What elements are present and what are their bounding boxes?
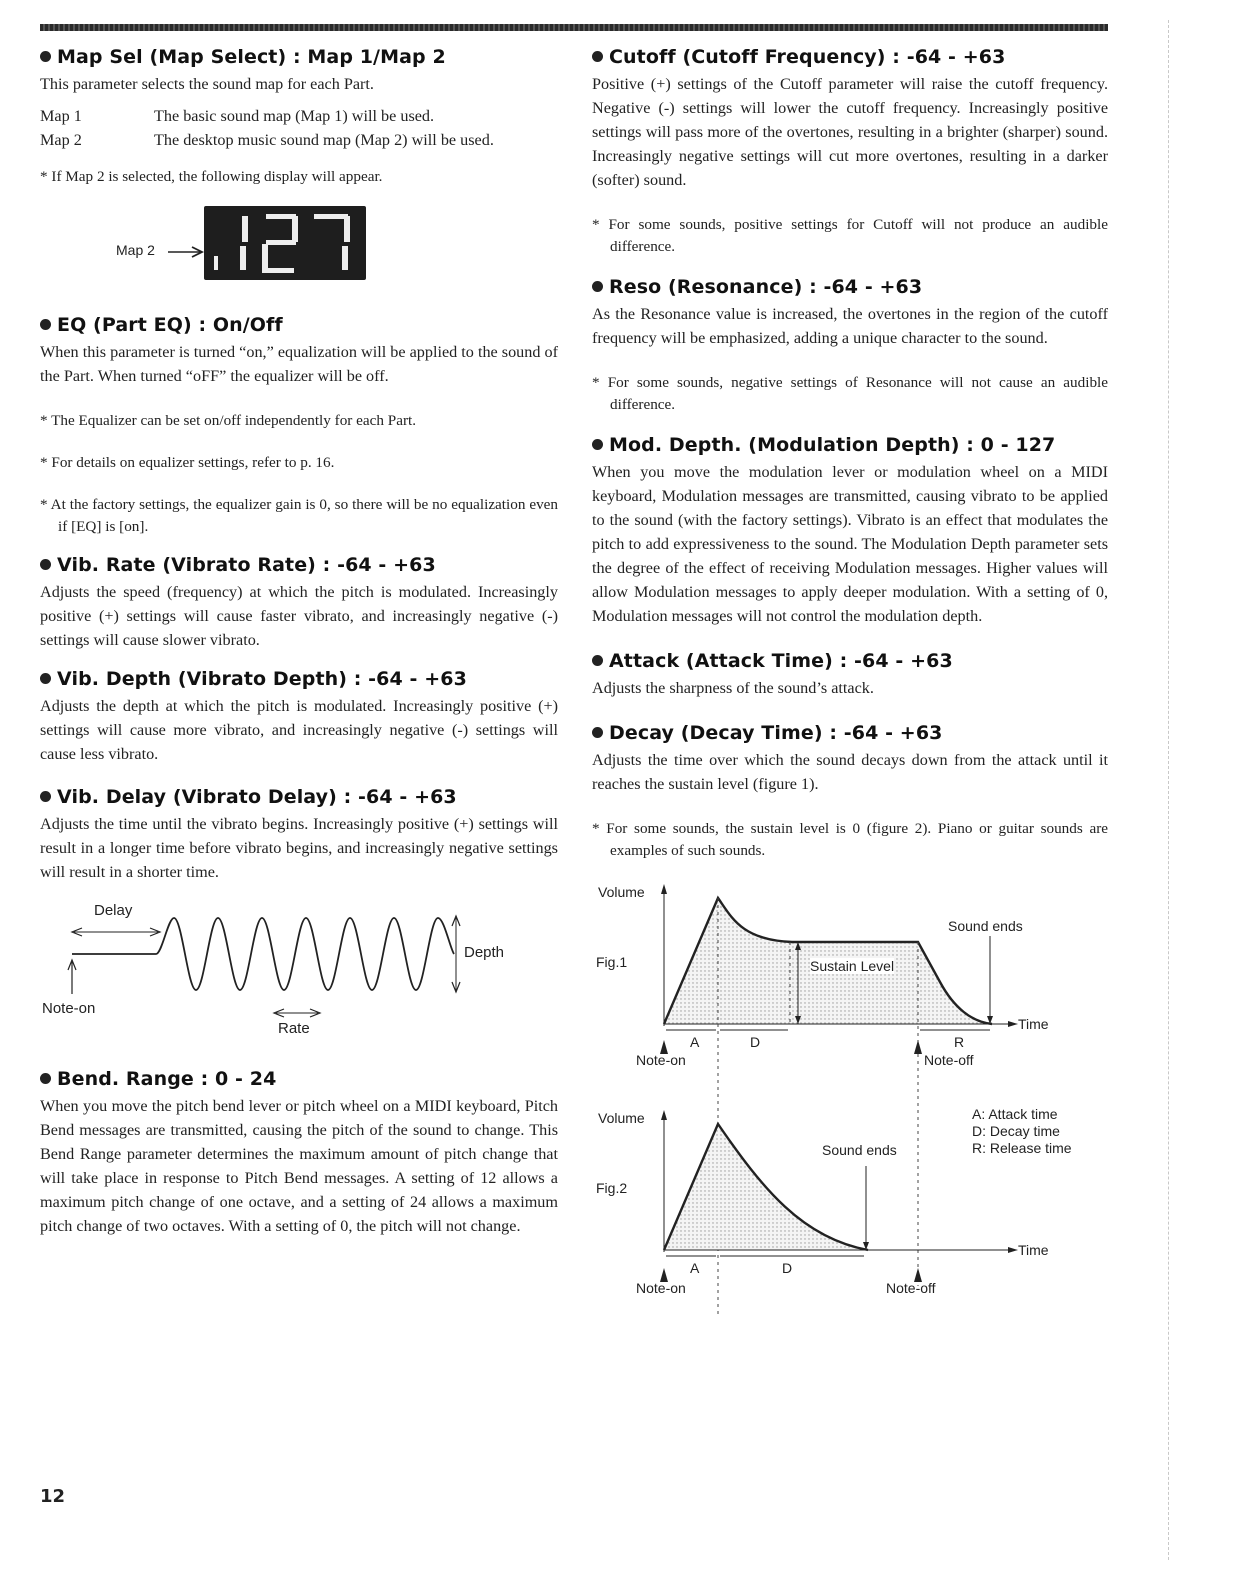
legend — [972, 1106, 1072, 1157]
section-mod-depth — [592, 434, 1108, 628]
bullet-icon — [592, 281, 603, 292]
bullet-icon — [592, 727, 603, 738]
volume-label: Volume — [598, 884, 645, 900]
section-cutoff — [592, 46, 1108, 258]
map-row: Map 2 The desktop music sound map (Map 2) will be used. — [40, 131, 494, 149]
led-display — [204, 206, 366, 280]
a-label: A — [690, 1260, 700, 1276]
right-column — [592, 46, 1108, 1318]
note-on-label: Note-on — [636, 1280, 686, 1296]
margin-guide-line — [1168, 20, 1169, 1560]
bullet-icon — [592, 439, 603, 450]
section-title: Vib. Delay (Vibrato Delay) : -64 - +63 — [40, 786, 558, 808]
section-body: Adjusts the speed (frequency) at which the pitch is modulated. Increasingly positive (+) settings will cause faster vibrato, and increasingly negative (-) settings will cause slower vibrato. — [40, 583, 558, 649]
led-display-figure — [40, 198, 558, 294]
bullet-icon — [40, 1073, 51, 1084]
sustain-level-label: Sustain Level — [810, 958, 895, 974]
sound-ends-label: Sound ends — [822, 1142, 897, 1158]
section-title: Cutoff (Cutoff Frequency) : -64 - +63 — [592, 46, 1108, 68]
section-decay — [592, 722, 1108, 862]
note: * For some sounds, positive settings for Cutoff will not produce an audible difference. — [592, 216, 1108, 255]
section-eq — [40, 314, 558, 538]
display-label: Map 2 — [116, 242, 155, 258]
section-body: As the Resonance value is increased, the overtones in the region of the cutoff frequency will be emphasized, adding a unique character to the sound. — [592, 305, 1108, 347]
section-title: Decay (Decay Time) : -64 - +63 — [592, 722, 1108, 744]
note-off-label: Note-off — [924, 1052, 974, 1068]
sound-ends-label: Sound ends — [948, 918, 1023, 934]
section-body: Adjusts the sharpness of the sound’s attack. — [592, 679, 874, 697]
section-title: Vib. Rate (Vibrato Rate) : -64 - +63 — [40, 554, 558, 576]
section-title: Vib. Depth (Vibrato Depth) : -64 - +63 — [40, 668, 558, 690]
led-segments — [204, 206, 366, 280]
bullet-icon — [592, 51, 603, 62]
note: * For some sounds, negative settings of Resonance will not cause an audible difference. — [592, 374, 1108, 413]
top-rule — [40, 24, 1108, 31]
note: * The Equalizer can be set on/off independently for each Part. — [40, 412, 417, 429]
section-title: Map Sel (Map Select) : Map 1/Map 2 — [40, 46, 558, 68]
delay-label: Delay — [94, 902, 133, 919]
section-body: When this parameter is turned “on,” equalization will be applied to the sound of the Part. When turned “oFF” the equalizer will be off. — [40, 343, 558, 385]
section-body: When you move the pitch bend lever or pitch wheel on a MIDI keyboard, Pitch Bend messages are transmitted, causing the pitch of the sound to change. This Bend Range parameter determines the maximum amount of pitch change that will take place in response to Pitch Bend messages. A setting of 12 allows a maximum pitch change of one octave, and a setting of 24 allows a maximum pitch change of two octaves. With a setting of 0, the pitch will not change. — [40, 1097, 558, 1235]
bullet-icon — [40, 51, 51, 62]
bullet-icon — [40, 319, 51, 330]
time-label: Time — [1018, 1242, 1049, 1258]
section-vib-rate — [40, 554, 558, 652]
section-title: Mod. Depth. (Modulation Depth) : 0 - 127 — [592, 434, 1108, 456]
note-on-label: Note-on — [42, 1000, 96, 1017]
fig2-label: Fig.2 — [596, 1180, 628, 1196]
note-on-label: Note-on — [636, 1052, 686, 1068]
map-row: Map 1 The basic sound map (Map 1) will be used. — [40, 107, 435, 125]
section-body: When you move the modulation lever or modulation wheel on a MIDI keyboard, Modulation messages are transmitted, causing vibrato to be applied to the sound (with the factory settings). Vibrato is an effect that modulates the pitch to add expressiveness to the sound. The Modulation Depth parameter sets the degree of the effect of receiving Modulation messages. Higher values will allow Modulation messages to apply deeper modulation. With a setting of 0, Modulation messages will not control the modulation depth. — [592, 463, 1108, 625]
legend-item: D: Decay time — [972, 1123, 1060, 1139]
note: * If Map 2 is selected, the following display will appear. — [40, 168, 383, 185]
section-body: Adjusts the depth at which the pitch is modulated. Increasingly positive (+) settings will cause more vibrato, and increasingly negative (-) settings will cause less vibrato. — [40, 697, 558, 763]
vibrato-diagram — [40, 898, 558, 1058]
arrow-right-icon — [166, 246, 206, 258]
r-label: R — [954, 1034, 965, 1050]
d-label: D — [782, 1260, 793, 1276]
section-bend-range — [40, 1068, 558, 1238]
rate-label: Rate — [278, 1020, 310, 1037]
bullet-icon — [40, 559, 51, 570]
depth-label: Depth — [464, 944, 505, 961]
section-title: Bend. Range : 0 - 24 — [40, 1068, 558, 1090]
note: * For some sounds, the sustain level is 0 (figure 2). Piano or guitar sounds are examples of such sounds. — [592, 820, 1108, 859]
section-body: This parameter selects the sound map for each Part. — [40, 75, 374, 93]
section-body: Positive (+) settings of the Cutoff parameter will raise the cutoff frequency. Negative (-) settings will lower the cutoff frequency. Increasingly positive settings will pass more of the overtones, resulting in a brighter (sharper) sound. Increasingly negative settings will cut more overtones, resulting in a darker (softer) sound. — [592, 75, 1108, 189]
a-label: A — [690, 1034, 700, 1050]
envelope-diagram — [592, 878, 1108, 1318]
section-title: Reso (Resonance) : -64 - +63 — [592, 276, 1108, 298]
time-label: Time — [1018, 1016, 1049, 1032]
section-vib-delay — [40, 786, 558, 884]
d-label: D — [750, 1034, 761, 1050]
section-title: Attack (Attack Time) : -64 - +63 — [592, 650, 1108, 672]
section-attack — [592, 650, 1108, 700]
left-column — [40, 46, 558, 1238]
section-map-sel — [40, 46, 558, 294]
section-reso — [592, 276, 1108, 416]
volume-label: Volume — [598, 1110, 645, 1126]
section-body: Adjusts the time until the vibrato begins. Increasingly positive (+) settings will result in a longer time before vibrato begins, and increasingly negative settings will result in a shorter time. — [40, 815, 558, 881]
section-vib-depth — [40, 668, 558, 766]
section-body: Adjusts the time over which the sound decays down from the attack until it reaches the sustain level (figure 1). — [592, 751, 1108, 793]
legend-item: A: Attack time — [972, 1106, 1058, 1122]
note: * For details on equalizer settings, refer to p. 16. — [40, 454, 335, 471]
bullet-icon — [40, 791, 51, 802]
note-off-label: Note-off — [886, 1280, 936, 1296]
bullet-icon — [592, 655, 603, 666]
map-table — [40, 104, 558, 152]
legend-item: R: Release time — [972, 1140, 1072, 1156]
page-number: 12 — [40, 1486, 66, 1507]
bullet-icon — [40, 673, 51, 684]
section-title: EQ (Part EQ) : On/Off — [40, 314, 558, 336]
note: * At the factory settings, the equalizer gain is 0, so there will be no equalization even if [EQ] is [on]. — [40, 496, 558, 535]
fig1-label: Fig.1 — [596, 954, 628, 970]
